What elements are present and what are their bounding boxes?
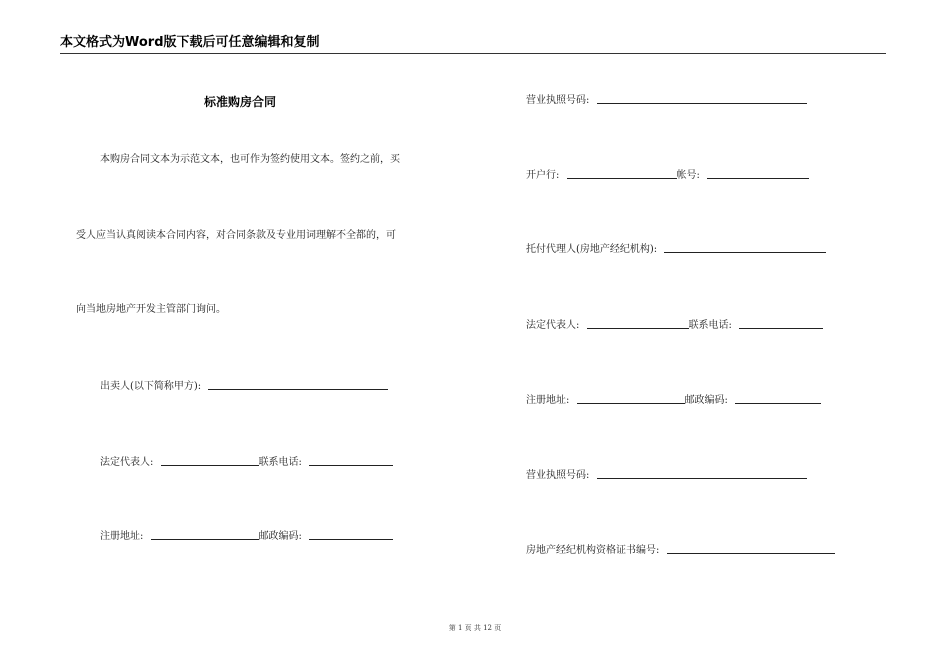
license-blank[interactable] (597, 93, 807, 104)
seller-label: 出卖人(以下简称甲方): (100, 381, 202, 392)
agent-blank[interactable] (664, 242, 826, 253)
page-header: 本文格式为Word版下载后可任意编辑和复制 (60, 35, 886, 54)
cert-field (526, 543, 835, 557)
agent-legal-rep-field (526, 318, 823, 332)
legal-rep-blank[interactable] (161, 455, 259, 466)
postcode-label: 邮政编码: (684, 395, 728, 406)
license-field-2 (526, 468, 807, 482)
phone-blank[interactable] (309, 455, 393, 466)
account-label: 帐号: (676, 170, 700, 181)
cert-blank[interactable] (667, 543, 835, 554)
address-blank[interactable] (151, 529, 259, 540)
account-blank[interactable] (707, 168, 809, 179)
license-label: 营业执照号码: (526, 470, 590, 481)
legal-rep-blank[interactable] (587, 318, 689, 329)
bank-label: 开户行: (526, 170, 560, 181)
legal-rep-label: 法定代表人: (100, 457, 154, 468)
bank-blank[interactable] (567, 168, 677, 179)
agent-address-field (526, 393, 821, 407)
phone-label: 联系电话: (258, 457, 302, 468)
address-label: 注册地址: (526, 395, 570, 406)
phone-label: 联系电话: (688, 320, 732, 331)
intro-line-1: 本购房合同文本为示范文本，也可作为签约使用文本。签约之前，买 (100, 154, 400, 165)
postcode-label: 邮政编码: (258, 531, 302, 542)
intro-line-3: 向当地房地产开发主管部门询问。 (76, 304, 226, 315)
page-number: 第 1 页 共 12 页 (448, 624, 502, 632)
seller-legal-rep-field (100, 455, 393, 469)
seller-blank[interactable] (208, 379, 388, 390)
license-field-1 (526, 93, 807, 107)
postcode-blank[interactable] (309, 529, 393, 540)
seller-field (100, 379, 388, 393)
legal-rep-label: 法定代表人: (526, 320, 580, 331)
cert-label: 房地产经纪机构资格证书编号: (526, 545, 660, 556)
phone-blank[interactable] (739, 318, 823, 329)
address-label: 注册地址: (100, 531, 144, 542)
document-title: 标准购房合同 (204, 95, 277, 109)
license-blank[interactable] (597, 468, 807, 479)
agent-label: 托付代理人(房地产经纪机构): (526, 244, 658, 255)
intro-line-2: 受人应当认真阅读本合同内容，对合同条款及专业用词理解不全都的，可 (76, 230, 396, 241)
seller-address-field (100, 529, 393, 543)
agent-field (526, 242, 826, 256)
postcode-blank[interactable] (735, 393, 821, 404)
bank-field (526, 168, 809, 182)
license-label: 营业执照号码: (526, 95, 590, 106)
address-blank[interactable] (577, 393, 685, 404)
